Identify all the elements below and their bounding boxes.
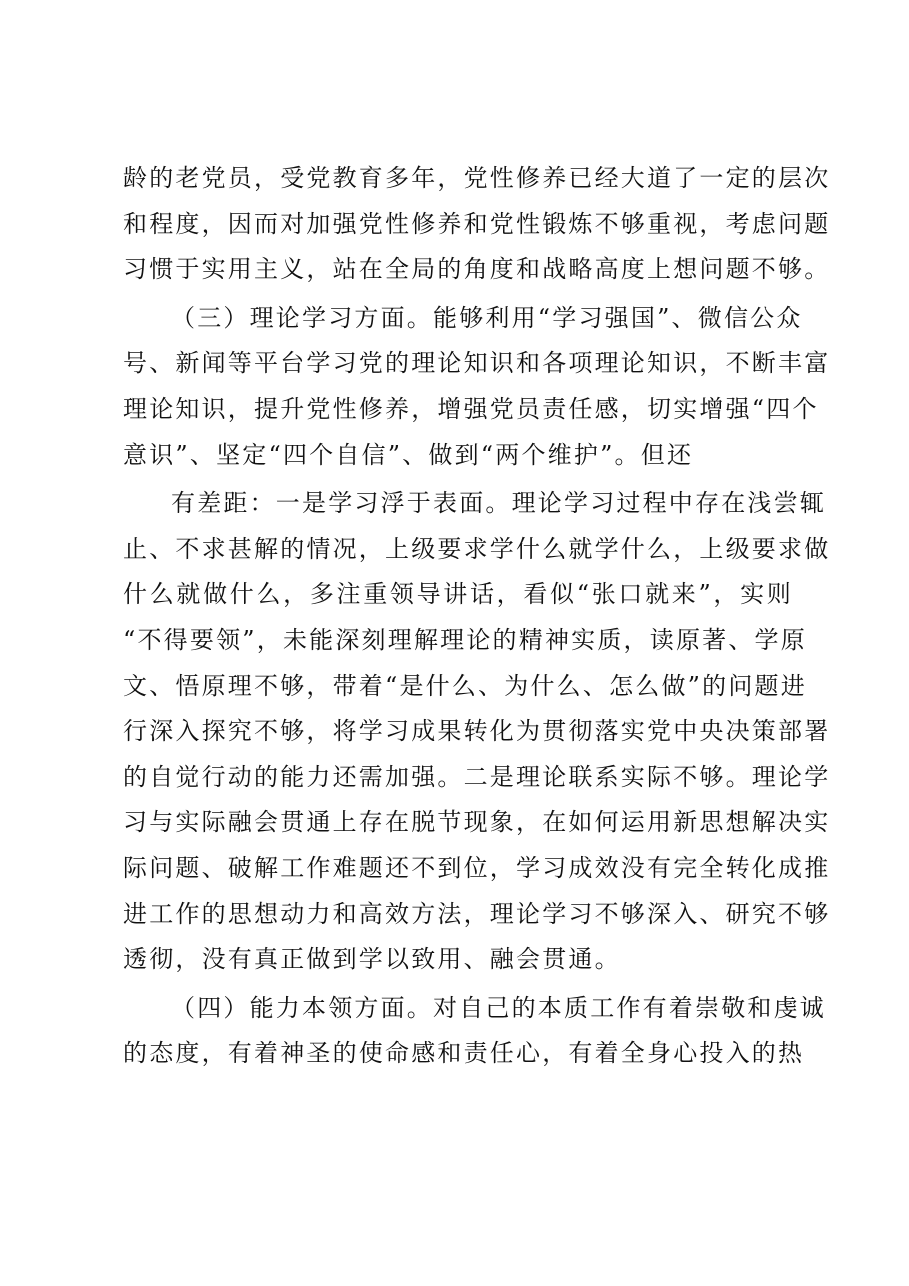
paragraph-line: 的自觉行动的能力还需加强。二是理论联系实际不够。理论学 — [123, 762, 831, 791]
paragraph-line: 意识”、坚定“四个自信”、做到“两个维护”。但还 — [123, 440, 694, 469]
paragraph-line: 有差距：一是学习浮于表面。理论学习过程中存在浅尝辄 — [171, 489, 826, 518]
paragraph-line: “不得要领”，未能深刻理解理论的精神实质，读原著、学原 — [123, 625, 807, 654]
paragraph-4 — [123, 986, 826, 1077]
paragraph-3 — [123, 481, 831, 983]
paragraph-2 — [123, 296, 831, 478]
paragraph-line: 文、悟原理不够，带着“是什么、为什么、怎么做”的问题进 — [123, 671, 807, 700]
document-body — [123, 156, 831, 1077]
paragraph-line: 理论知识，提升党性修养，增强党员责任感，切实增强“四个 — [123, 394, 819, 423]
paragraph-line: 止、不求甚解的情况，上级要求学什么就学什么，上级要求做 — [123, 534, 831, 563]
paragraph-line: 际问题、破解工作难题还不到位，学习成效没有完全转化成推 — [123, 853, 831, 882]
paragraph-line: 龄的老党员，受党教育多年，党性修养已经大道了一定的层次 — [123, 164, 831, 192]
paragraph-1 — [123, 156, 831, 293]
paragraph-line: 和程度，因而对加强党性修养和党性锻炼不够重视，考虑问题 — [123, 209, 831, 238]
paragraph-line: （四）能力本领方面。对自己的本质工作有着崇敬和虔诚 — [171, 993, 826, 1022]
paragraph-line: 习与实际融会贯通上存在脱节现象，在如何运用新思想解决实 — [123, 808, 831, 837]
paragraph-line: 透彻，没有真正做到学以致用、融会贯通。 — [123, 945, 621, 974]
paragraph-line: 习惯于实用主义，站在全局的角度和战略高度上想问题不够。 — [123, 255, 831, 284]
paragraph-line: 号、新闻等平台学习党的理论知识和各项理论知识，不断丰富 — [123, 349, 831, 378]
paragraph-line: 进工作的思想动力和高效方法，理论学习不够深入、研究不够 — [123, 899, 831, 928]
paragraph-line: （三）理论学习方面。能够利用“学习强国”、微信公众 — [171, 303, 803, 332]
paragraph-line: 的态度，有着神圣的使命感和责任心，有着全身心投入的热 — [123, 1039, 805, 1068]
paragraph-line: 什么就做什么，多注重领导讲话，看似“张口就来”，实则 — [123, 580, 793, 609]
paragraph-line: 行深入探究不够，将学习成果转化为贯彻落实党中央决策部署 — [123, 717, 831, 746]
